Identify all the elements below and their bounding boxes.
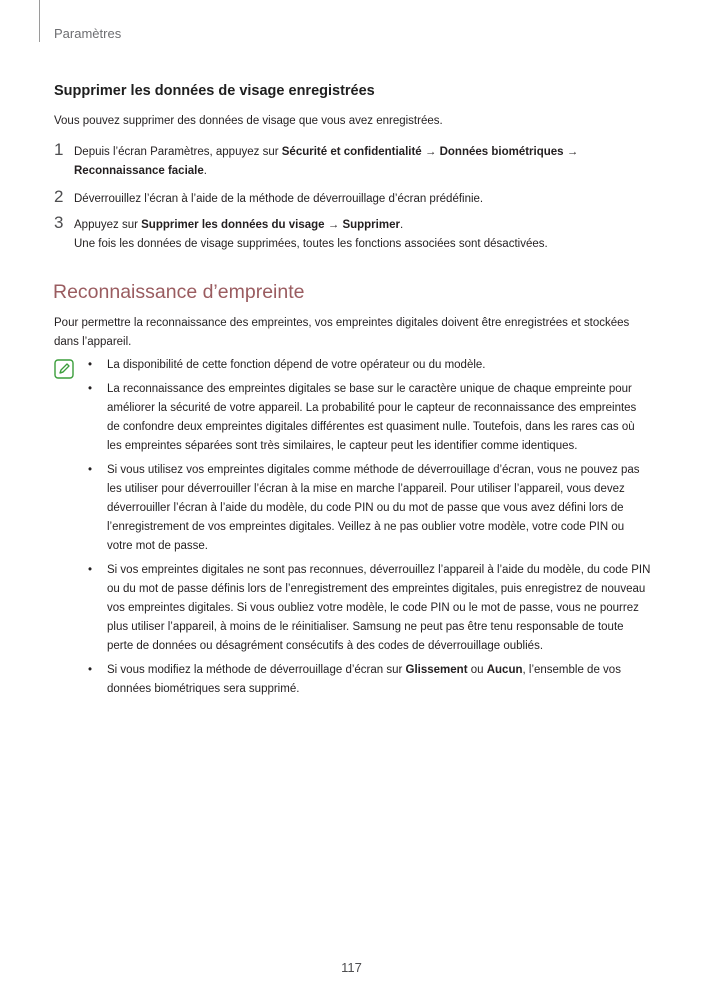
note-item: • Si vous modifiez la méthode de déverrouillage d’écran sur Glissement ou Aucun, l’ensemble de vos données biométriques sera supprimé. — [88, 664, 621, 695]
menu-path-delete: Supprimer — [342, 219, 400, 231]
note-pencil-icon — [54, 359, 74, 379]
step-text: Déverrouillez l’écran à l’aide de la méthode de déverrouillage d’écran prédéfinie. — [74, 193, 484, 205]
section-intro-delete-face-data: Vous pouvez supprimer des données de visage que vous avez enregistrées. — [54, 115, 443, 127]
step-number: 2 — [54, 187, 64, 206]
step-text: Depuis l’écran Paramètres, appuyez sur Sécurité et confidentialité → Données biométriques → Reconnaissance faciale. — [74, 146, 579, 177]
menu-path-delete-face-data: Supprimer les données du visage — [141, 219, 325, 231]
note-list — [86, 356, 652, 704]
section-title-delete-face-data: Supprimer les données de visage enregistrées — [54, 83, 375, 99]
step-1 — [54, 140, 654, 181]
step-text: Appuyez sur Supprimer les données du visage → Supprimer. Une fois les données de visage supprimées, toutes les fonctions associées sont désactivées. — [74, 219, 548, 250]
step-note: Une fois les données de visage supprimées, toutes les fonctions associées sont désactivées. — [74, 238, 548, 250]
menu-path-face-recognition: Reconnaissance faciale — [74, 165, 204, 177]
note-item: • La reconnaissance des empreintes digitales se base sur le caractère unique de chaque empreinte pour améliorer la sécurité de votre appareil. La probabilité pour le capteur de reconnaissance des empreintes de confondre deux empreintes digitales différentes est quasiment nulle. Toutefois, dans les rares cas où les empreintes séparées sont très similaires, le capteur peut les identifier comme identiques. — [88, 383, 637, 452]
step-number: 1 — [54, 140, 64, 159]
section-intro-fingerprint: Pour permettre la reconnaissance des empreintes, vos empreintes digitales doivent être enregistrées et stockées dans l’appareil. — [54, 317, 630, 348]
header-divider — [39, 0, 40, 42]
step-3 — [54, 213, 654, 254]
step-2 — [54, 187, 654, 209]
note-item: • La disponibilité de cette fonction dépend de votre opérateur ou du modèle. — [88, 359, 486, 371]
note-item: • Si vos empreintes digitales ne sont pas reconnues, déverrouillez l’appareil à l’aide du modèle, du code PIN ou du mot de passe définis lors de l’enregistrement des empreintes digitales, puis enregistrez de nouveau vos empreintes digitales. Si vous oubliez votre modèle, le code PIN ou le mot de passe, vous ne pourrez plus utiliser l’appareil, à moins de le réinitialiser. Samsung ne peut pas être tenu responsable de toute perte de données ou désagrément consécutifs à des codes de déverrouillage oubliés. — [88, 564, 651, 652]
option-swipe: Glissement — [405, 664, 468, 676]
section-title-fingerprint: Reconnaissance d’empreinte — [53, 281, 305, 303]
menu-path-biometrics: Données biométriques — [439, 146, 564, 158]
page-number: 117 — [341, 960, 362, 975]
option-none: Aucun — [486, 664, 523, 676]
running-title: Paramètres — [54, 26, 122, 41]
step-number: 3 — [54, 213, 64, 232]
menu-path-security: Sécurité et confidentialité — [281, 146, 422, 158]
note-item: • Si vous utilisez vos empreintes digitales comme méthode de déverrouillage d’écran, vous ne pouvez pas les utiliser pour déverrouiller l’écran à la mise en marche l’appareil. Pour utiliser l’appareil, vous devez déverrouiller l’écran à l’aide du modèle, du code PIN ou du mot de passe que vous avez défini lors de l’enregistrement de vos empreintes digitales. Veillez à ne pas oublier votre modèle, votre code PIN ou votre mot de passe. — [88, 464, 640, 552]
